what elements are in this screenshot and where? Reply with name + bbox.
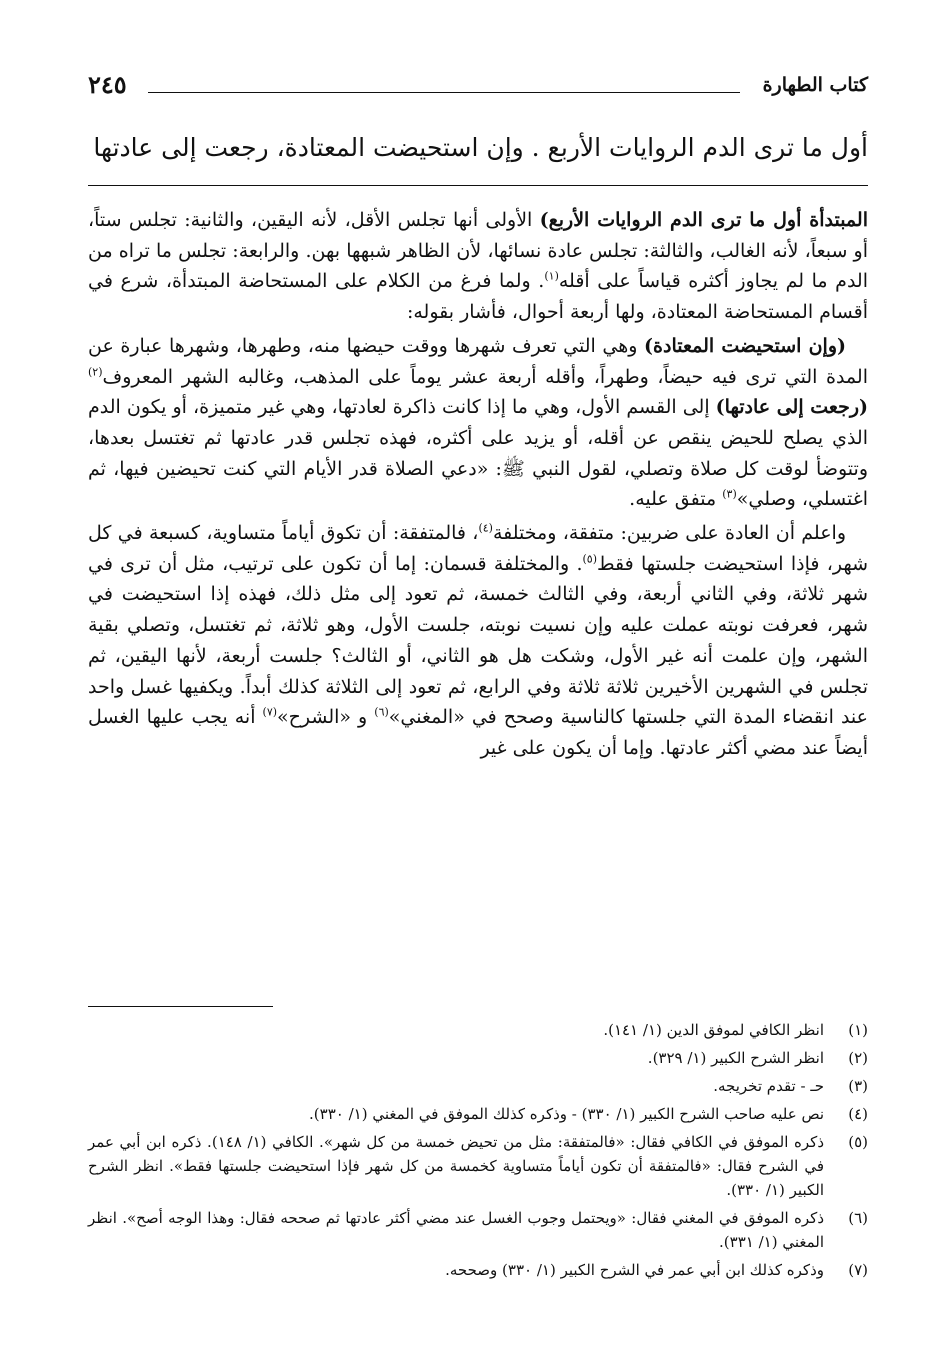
footnote-item — [88, 1130, 868, 1202]
footnote-text: انظر الشرح الكبير (١/ ٣٢٩). — [647, 1049, 824, 1067]
commentary-text: وهي التي تعرف شهرها ووقت حيضها منه، وطهرها، وشهرها عبارة عن المدة التي ترى فيه حيضاً، وطهراً، وأقله أربعة عشر يوماً على المذهب، وغالبه الشهر المعروف — [88, 334, 868, 388]
footnote-text: حـ - تقدم تخريجه. — [713, 1077, 824, 1095]
commentary — [88, 205, 868, 764]
commentary-paragraph-3 — [88, 518, 868, 764]
footnote-item — [88, 1018, 868, 1042]
commentary-text: أنه يجب عليها الغسل أيضاً عند مضي أكثر عادتها. وإما أن يكون على غير — [88, 706, 868, 759]
footnote-ref-6[interactable]: (٦) — [374, 705, 389, 719]
footnote-item — [88, 1258, 868, 1282]
footnote-number: (٥) — [848, 1133, 868, 1151]
footnote-text: وذكره كذلك ابن أبي عمر في الشرح الكبير (١/ ٣٣٠) وصححه. — [445, 1261, 824, 1279]
footnote-ref-2[interactable]: (٢) — [88, 365, 103, 379]
header-rule — [148, 92, 740, 93]
commentary-text: . والمختلفة قسمان: إما أن تكون على ترتيب، مثل أن ترى في شهر ثلاثة، وفي الثاني أربعة، وفي الثالث خمسة، ثم تعود إلى مثل ذلك، فهذه إذا استحيضت في شهر، فعرفت نوبته عملت عليه وإن نسيت نوبته، جلست الأول، وهو ثلاثة، ثم تغتسل، وتصلي بقية الشهر، وإن علمت أنه غير الأول، وشكت هل هو الثاني، أو الثالث؟ جلست أربعة، لأنها اليقين، ثم تجلس في الشهرين الأخيرين ثلاثة ثلاثة وفي الرابع، ثم تعود إلى الثلاثة كذلك أبداً. ويكفيها غسل واحد عند انقضاء المدة التي جلستها كالناسية وصحح في «المغني» — [88, 552, 868, 729]
commentary-text: ، فالمتفقة: أن تكوق أياماً متساوية، كسبعة في كل شهر، فإذا استحيضت جلستها فقط — [88, 522, 868, 575]
footnote-text: ذكره الموفق في الكافي فقال: «فالمتفقة: مثل من تحيض خمسة من كل شهر». الكافي (١/ ١٤٨). ذكره ابن أبي عمر في الشرح فقال: «فالمتفقة أن تكون أياماً متساوية كخمسة من كل شهر فإذا استحيضت جلستها فقط». انظر الشرح الكبير (١/ ٣٣٠). — [88, 1133, 824, 1199]
footnote-divider — [88, 1006, 273, 1007]
footnote-number: (٧) — [848, 1261, 868, 1279]
matn-divider — [88, 185, 868, 186]
running-title: كتاب الطهارة — [762, 74, 868, 96]
page-body — [88, 0, 868, 1370]
footnote-item — [88, 1046, 868, 1070]
commentary-text: إلى القسم الأول، وهي ما إذا كانت ذاكرة لعادتها، وهي غير متميزة، أو يكون الدم الذي يصلح للحيض ينقص عن أقله، أو يزيد على أكثره، فهذه تجلس قدر عادتها ثم تغتسل بعدها، وتتوضأ لوقت كل صلاة وتصلي، لقول النبي ﷺ: «دعي الصلاة قدر الأيام التي كنت تحيضين فيها، ثم اغتسلي، وصلي» — [88, 396, 868, 511]
commentary-text: . ولما فرغ من الكلام على المستحاضة المبتدأة، شرع في أقسام المستحاضة المعتادة، ولها أربعة أحوال، فأشار بقوله: — [88, 270, 868, 324]
footnote-ref-1[interactable]: (١) — [544, 270, 559, 284]
footnote-ref-3[interactable]: (٣) — [722, 488, 737, 501]
footnote-ref-4[interactable]: (٤) — [478, 521, 493, 535]
page-number: ٢٤٥ — [88, 70, 127, 99]
commentary-text: و «الشرح» — [277, 706, 375, 729]
footnote-ref-7[interactable]: (٧) — [262, 705, 278, 719]
footnote-item — [88, 1074, 868, 1098]
footnote-ref-5[interactable]: (٥) — [582, 552, 598, 566]
commentary-paragraph-2 — [88, 331, 868, 515]
footnote-item — [88, 1206, 868, 1254]
footnote-number: (٣) — [848, 1077, 868, 1095]
matn-text: أول ما ترى الدم الروايات الأربع . وإن استحيضت المعتادة، رجعت إلى عادتها — [93, 133, 868, 162]
quoted-matn: (وإن استحيضت المعتادة) — [644, 334, 846, 357]
quoted-matn: المبتدأة أول ما ترى الدم الروايات الأربع) — [539, 209, 868, 231]
footnote-item — [88, 1102, 868, 1126]
commentary-text: الأولى أنها تجلس الأقل، لأنه اليقين، والثانية: تجلس ستاً، أو سبعاً، لأنه الغالب، والثالثة: تجلس عادة نسائها، لأن الظاهر شبهها بهن. والرابعة: تجلس ما تراه من الدم ما لم يجاوز أكثره قياساً على أقله — [88, 209, 868, 293]
footnote-text: ذكره الموفق في المغني فقال: «ويحتمل وجوب الغسل عند مضي أكثر عادتها ثم صححه فقال: وهذا الوجه أصح». انظر المغني (١/ ٣٣١). — [88, 1209, 824, 1251]
commentary-paragraph-1 — [88, 205, 868, 328]
footnote-text: نص عليه صاحب الشرح الكبير (١/ ٣٣٠) - وذكره كذلك الموفق في المغني (١/ ٣٣٠). — [309, 1105, 824, 1123]
footnote-number: (٦) — [848, 1209, 868, 1227]
quoted-matn: (رجعت إلى عادتها) — [715, 396, 868, 419]
footnote-number: (٤) — [848, 1105, 868, 1123]
commentary-text: واعلم أن العادة على ضربين: متفقة، ومختلفة — [492, 522, 846, 545]
running-header — [88, 70, 868, 106]
footnote-text: انظر الكافي لموفق الدين (١/ ١٤١). — [603, 1021, 824, 1039]
commentary-text: متفق عليه. — [629, 488, 723, 511]
footnote-number: (١) — [848, 1021, 868, 1039]
footnote-number: (٢) — [848, 1049, 868, 1067]
footnotes — [88, 1018, 868, 1286]
